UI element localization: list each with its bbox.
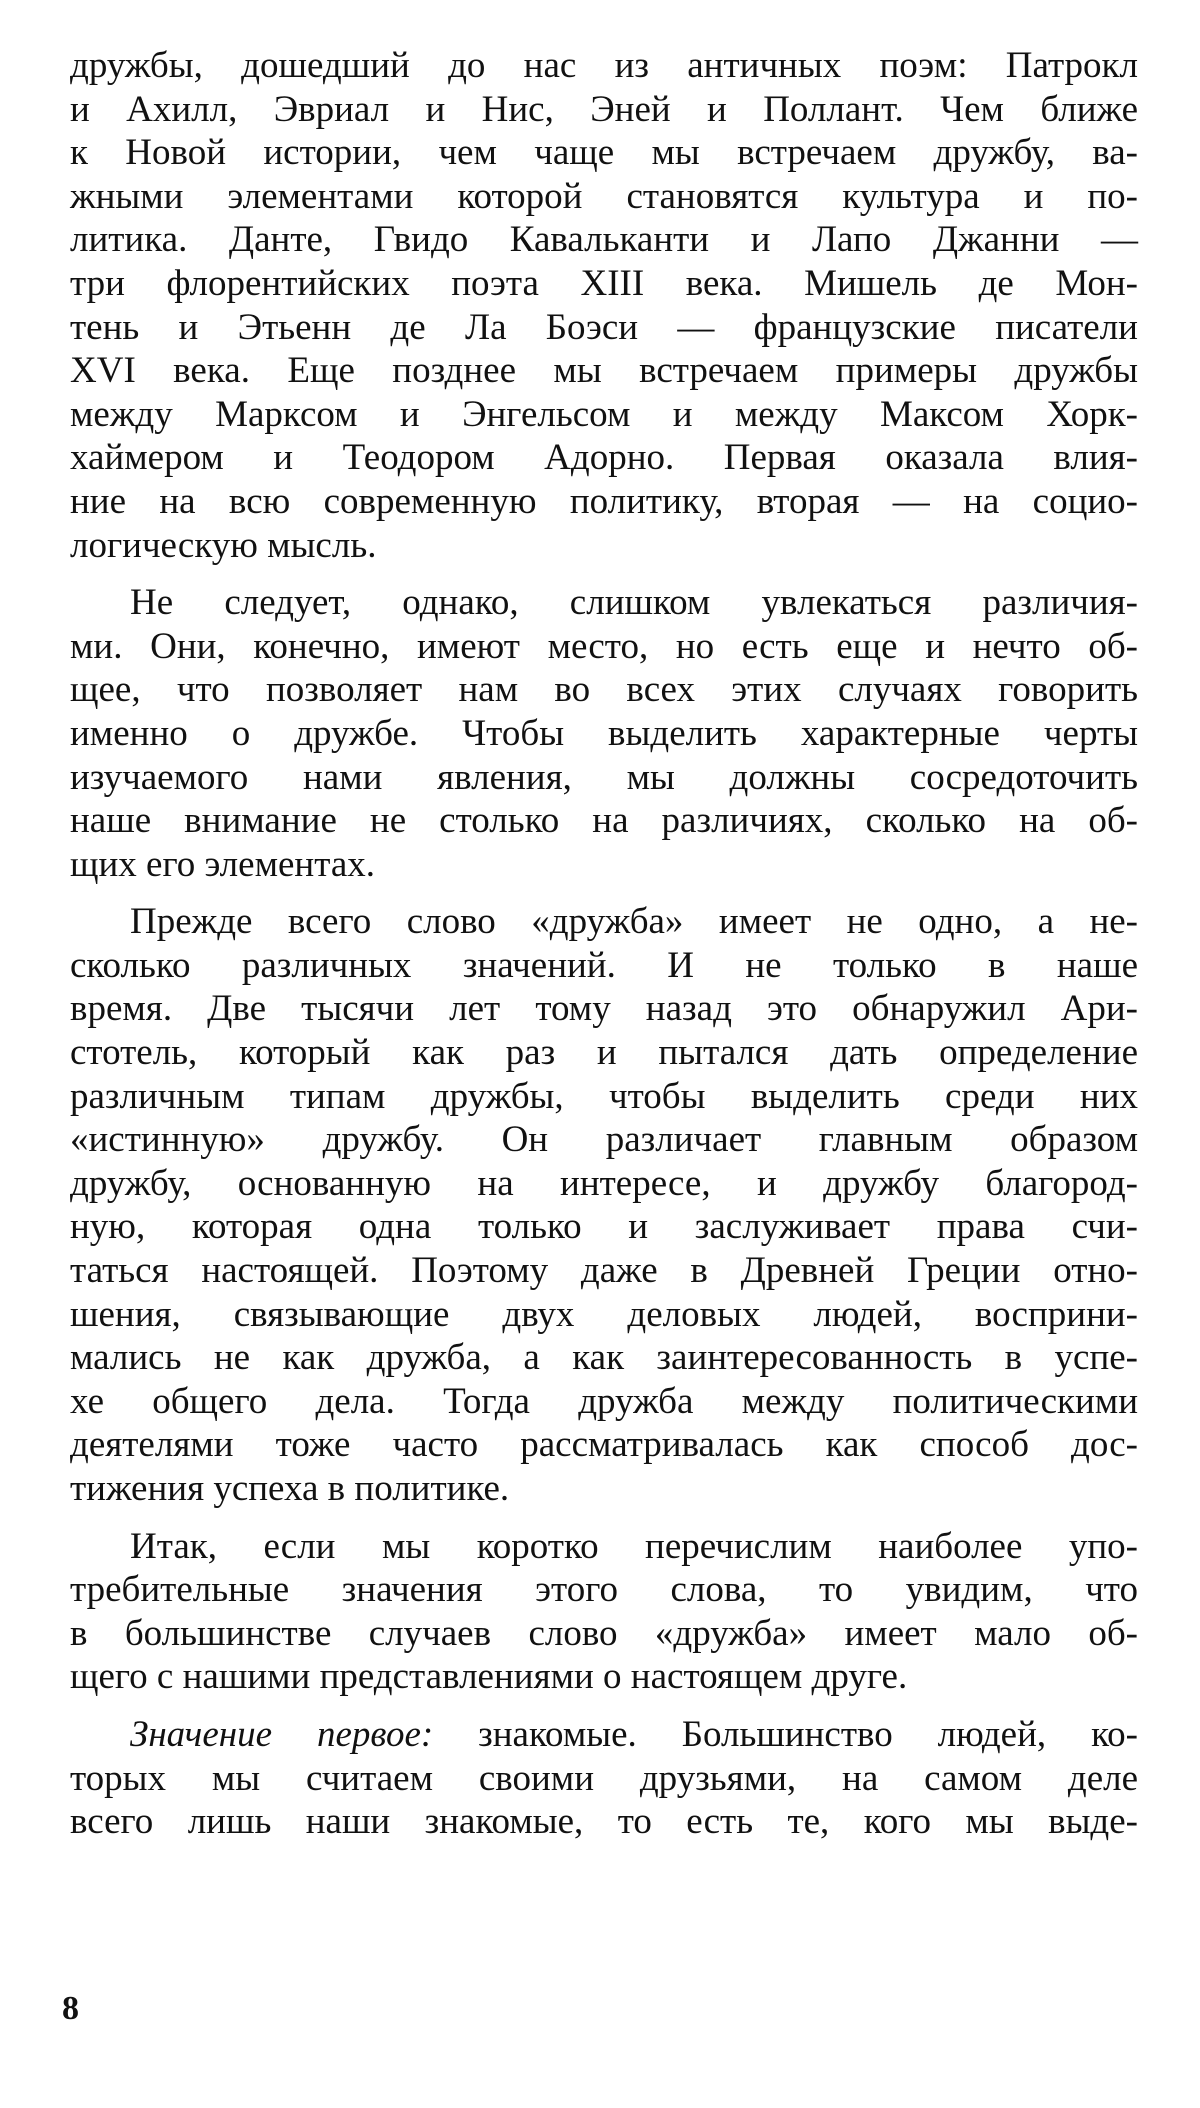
text-line: тень и Этьенн де Ла Боэси — французские писатели bbox=[70, 306, 1138, 348]
text-line: дружбу, основанную на интересе, и дружбу благород- bbox=[70, 1162, 1138, 1204]
paragraph-4 bbox=[70, 1525, 1138, 1699]
paragraph-5 bbox=[70, 1713, 1138, 1844]
paragraph-gap bbox=[70, 1511, 1138, 1525]
paragraph-2 bbox=[70, 581, 1138, 886]
text-line: мались не как дружба, а как заинтересованность в успе- bbox=[70, 1337, 1138, 1379]
paragraph-gap bbox=[70, 886, 1138, 900]
text-line bbox=[70, 1713, 1138, 1757]
italic-lead: Значение первое: bbox=[130, 1713, 434, 1755]
text-line: «истинную» дружбу. Он различает главным образом bbox=[70, 1119, 1138, 1161]
text-line: таться настоящей. Поэтому даже в Древней Греции отно- bbox=[70, 1250, 1138, 1292]
text-line: дружбы, дошедший до нас из античных поэм: Патрокл bbox=[70, 45, 1138, 86]
page-number: 8 bbox=[62, 1990, 79, 2027]
paragraph-1 bbox=[70, 44, 1138, 567]
text-line: щее, что позволяет нам во всех этих случаях говорить bbox=[70, 669, 1138, 711]
text-line: наше внимание не столько на различиях, сколько на об- bbox=[70, 800, 1138, 842]
text-line: щих его элементах. bbox=[70, 843, 375, 885]
text-line: сколько различных значений. И не только в наше bbox=[70, 944, 1138, 986]
text-line: жными элементами которой становятся культура и по- bbox=[70, 175, 1138, 217]
paragraph-gap bbox=[70, 567, 1138, 581]
text-line: ми. Они, конечно, имеют место, но есть еще и нечто об- bbox=[70, 625, 1138, 667]
text-line: и Ахилл, Эвриал и Нис, Эней и Поллант. Чем ближе bbox=[70, 88, 1138, 130]
paragraph-gap bbox=[70, 1699, 1138, 1713]
text-line: XVI века. Еще позднее мы встречаем примеры дружбы bbox=[70, 350, 1138, 392]
text-line: ную, которая одна только и заслуживает права счи- bbox=[70, 1206, 1138, 1248]
text-line: к Новой истории, чем чаще мы встречаем дружбу, ва- bbox=[70, 132, 1138, 174]
text-line: три флорентийских поэта XIII века. Мишель де Мон- bbox=[70, 262, 1138, 304]
text-line: время. Две тысячи лет тому назад это обнаружил Ари- bbox=[70, 988, 1138, 1030]
text-line: Итак, если мы коротко перечислим наиболее упо- bbox=[130, 1525, 1138, 1567]
text-line: литика. Данте, Гвидо Кавальканти и Лапо Джанни — bbox=[70, 219, 1138, 261]
text-line: всего лишь наши знакомые, то есть те, кого мы выде- bbox=[70, 1801, 1138, 1843]
text-line: требительные значения этого слова, то увидим, что bbox=[70, 1569, 1138, 1611]
text-line: деятелями тоже часто рассматривалась как способ дос- bbox=[70, 1424, 1138, 1466]
text-line: тижения успеха в политике. bbox=[70, 1468, 510, 1509]
text-line: между Марксом и Энгельсом и между Максом Хорк- bbox=[70, 393, 1138, 435]
text-line: Прежде всего слово «дружба» имеет не одно, а не- bbox=[130, 901, 1138, 943]
text-line: хаймером и Теодором Адорно. Первая оказала влия- bbox=[70, 437, 1138, 479]
text-line: торых мы считаем своими друзьями, на самом деле bbox=[70, 1757, 1138, 1799]
text-line: ние на всю современную политику, вторая — на социо- bbox=[70, 480, 1138, 522]
text-line: хе общего дела. Тогда дружба между политическими bbox=[70, 1380, 1138, 1422]
text-line: логическую мысль. bbox=[70, 524, 377, 566]
text-line: стотель, который как раз и пытался дать определение bbox=[70, 1032, 1138, 1074]
text-line: именно о дружбе. Чтобы выделить характерные черты bbox=[70, 712, 1138, 754]
text-line: в большинстве случаев слово «дружба» имеет мало об- bbox=[70, 1612, 1138, 1654]
lead-rest: знакомые. Большинство людей, ко- bbox=[433, 1713, 1138, 1755]
paragraph-3 bbox=[70, 900, 1138, 1510]
text-line: Не следует, однако, слишком увлекаться различия- bbox=[130, 582, 1138, 624]
text-line: изучаемого нами явления, мы должны сосредоточить bbox=[70, 756, 1138, 798]
document-page bbox=[70, 44, 1138, 1984]
text-line: шения, связывающие двух деловых людей, восприни- bbox=[70, 1293, 1138, 1335]
text-line: различным типам дружбы, чтобы выделить среди них bbox=[70, 1075, 1138, 1117]
text-line: щего с нашими представлениями о настоящем друге. bbox=[70, 1656, 908, 1698]
